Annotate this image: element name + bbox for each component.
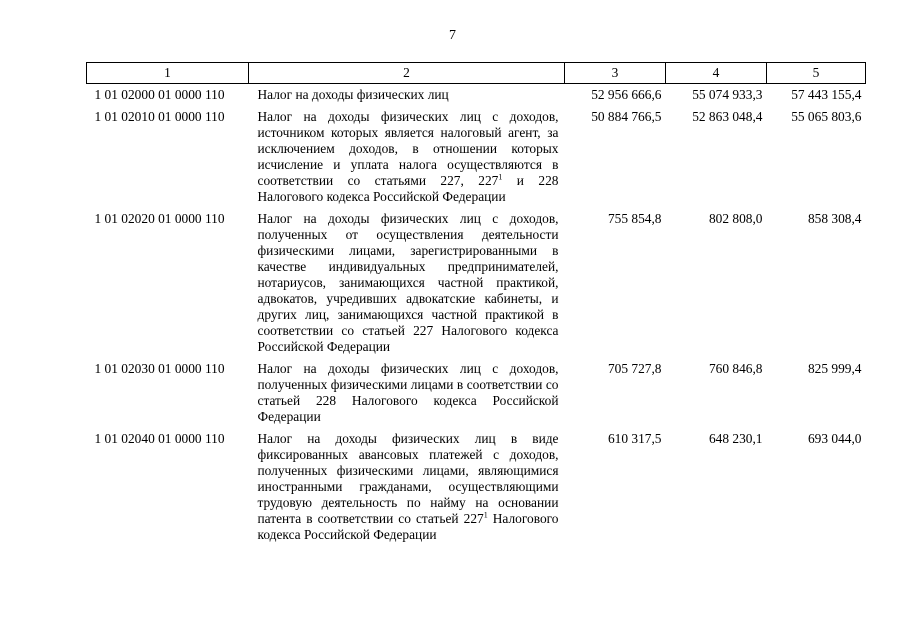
- page-number: 7: [449, 28, 456, 43]
- value-col-5: 825 999,4: [807, 361, 862, 376]
- value-col-3: 705 727,8: [607, 361, 662, 376]
- value-col-3: 52 956 666,6: [591, 87, 662, 102]
- table-header-row: [87, 63, 866, 84]
- value-col-5: 693 044,0: [807, 431, 862, 446]
- column-header-1: 1: [87, 63, 249, 84]
- revenue-name: [249, 84, 565, 107]
- table-row: [87, 208, 866, 358]
- revenue-name: [249, 208, 565, 358]
- revenue-name-part: Налог на доходы физических лиц с доходов, источником которых является налоговый агент, за исключением доходов, в отношении которых исчисление и уплата налога осуществляются в соответствии со статьями 227, 227: [257, 109, 559, 188]
- value-col-4: 648 230,1: [708, 431, 763, 446]
- revenue-name-text: Налог на доходы физических лиц с доходов, полученных от осуществления деятельности физическими лицами, зарегистрированными в качестве индивидуальных предпринимателей, нотариусов, занимающихся частной практикой, адвокатов, учредивших адвокатские кабинеты, и других лиц, занимающихся частной практикой в соответствии со статьей 227 Налогового кодекса Российской Федерации: [257, 211, 559, 354]
- classification-code: 1 01 02030 01 0000 110: [94, 361, 225, 376]
- value-col-3: 610 317,5: [607, 431, 662, 446]
- article-superscript: 1: [483, 510, 488, 520]
- value-col-3: 50 884 766,5: [591, 109, 662, 124]
- column-header-3: 3: [565, 63, 666, 84]
- revenue-name: [249, 428, 565, 546]
- revenue-name-part: Налог на доходы физических лиц в виде фиксированных авансовых платежей с доходов, полученных физическими лицами, являющимися иностранными гражданами, осуществляющими трудовую деятельность по найму на основании патента в соответствии со статьей 227: [257, 431, 559, 526]
- revenue-name-part: и 228 Налогового кодекса Российской Федерации: [257, 173, 559, 204]
- classification-code: 1 01 02010 01 0000 110: [94, 109, 225, 124]
- revenue-name: [249, 106, 565, 208]
- budget-revenue-table: [86, 62, 866, 546]
- value-col-5: 55 065 803,6: [791, 109, 862, 124]
- table-row: [87, 84, 866, 107]
- value-col-5: 57 443 155,4: [791, 87, 862, 102]
- value-col-5: 858 308,4: [807, 211, 862, 226]
- revenue-name-text: [258, 109, 559, 205]
- column-header-2: 2: [249, 63, 565, 84]
- value-col-4: 802 808,0: [708, 211, 763, 226]
- column-header-4: 4: [666, 63, 767, 84]
- value-col-4: 760 846,8: [708, 361, 763, 376]
- revenue-name-text: [258, 431, 559, 543]
- value-col-4: 55 074 933,3: [692, 87, 763, 102]
- table-row: [87, 358, 866, 428]
- revenue-name-text: Налог на доходы физических лиц: [257, 87, 449, 102]
- article-superscript: 1: [498, 172, 503, 182]
- table-row: [87, 106, 866, 208]
- revenue-name: [249, 358, 565, 428]
- value-col-4: 52 863 048,4: [692, 109, 763, 124]
- classification-code: 1 01 02040 01 0000 110: [94, 431, 225, 446]
- table-row: [87, 428, 866, 546]
- revenue-name-part: Налогового кодекса Российской Федерации: [257, 511, 559, 542]
- classification-code: 1 01 02020 01 0000 110: [94, 211, 225, 226]
- revenue-name-text: Налог на доходы физических лиц с доходов, полученных физическими лицами в соответствии со статьей 228 Налогового кодекса Российской Федерации: [257, 361, 559, 424]
- value-col-3: 755 854,8: [607, 211, 662, 226]
- column-header-5: 5: [767, 63, 866, 84]
- classification-code: 1 01 02000 01 0000 110: [94, 87, 225, 102]
